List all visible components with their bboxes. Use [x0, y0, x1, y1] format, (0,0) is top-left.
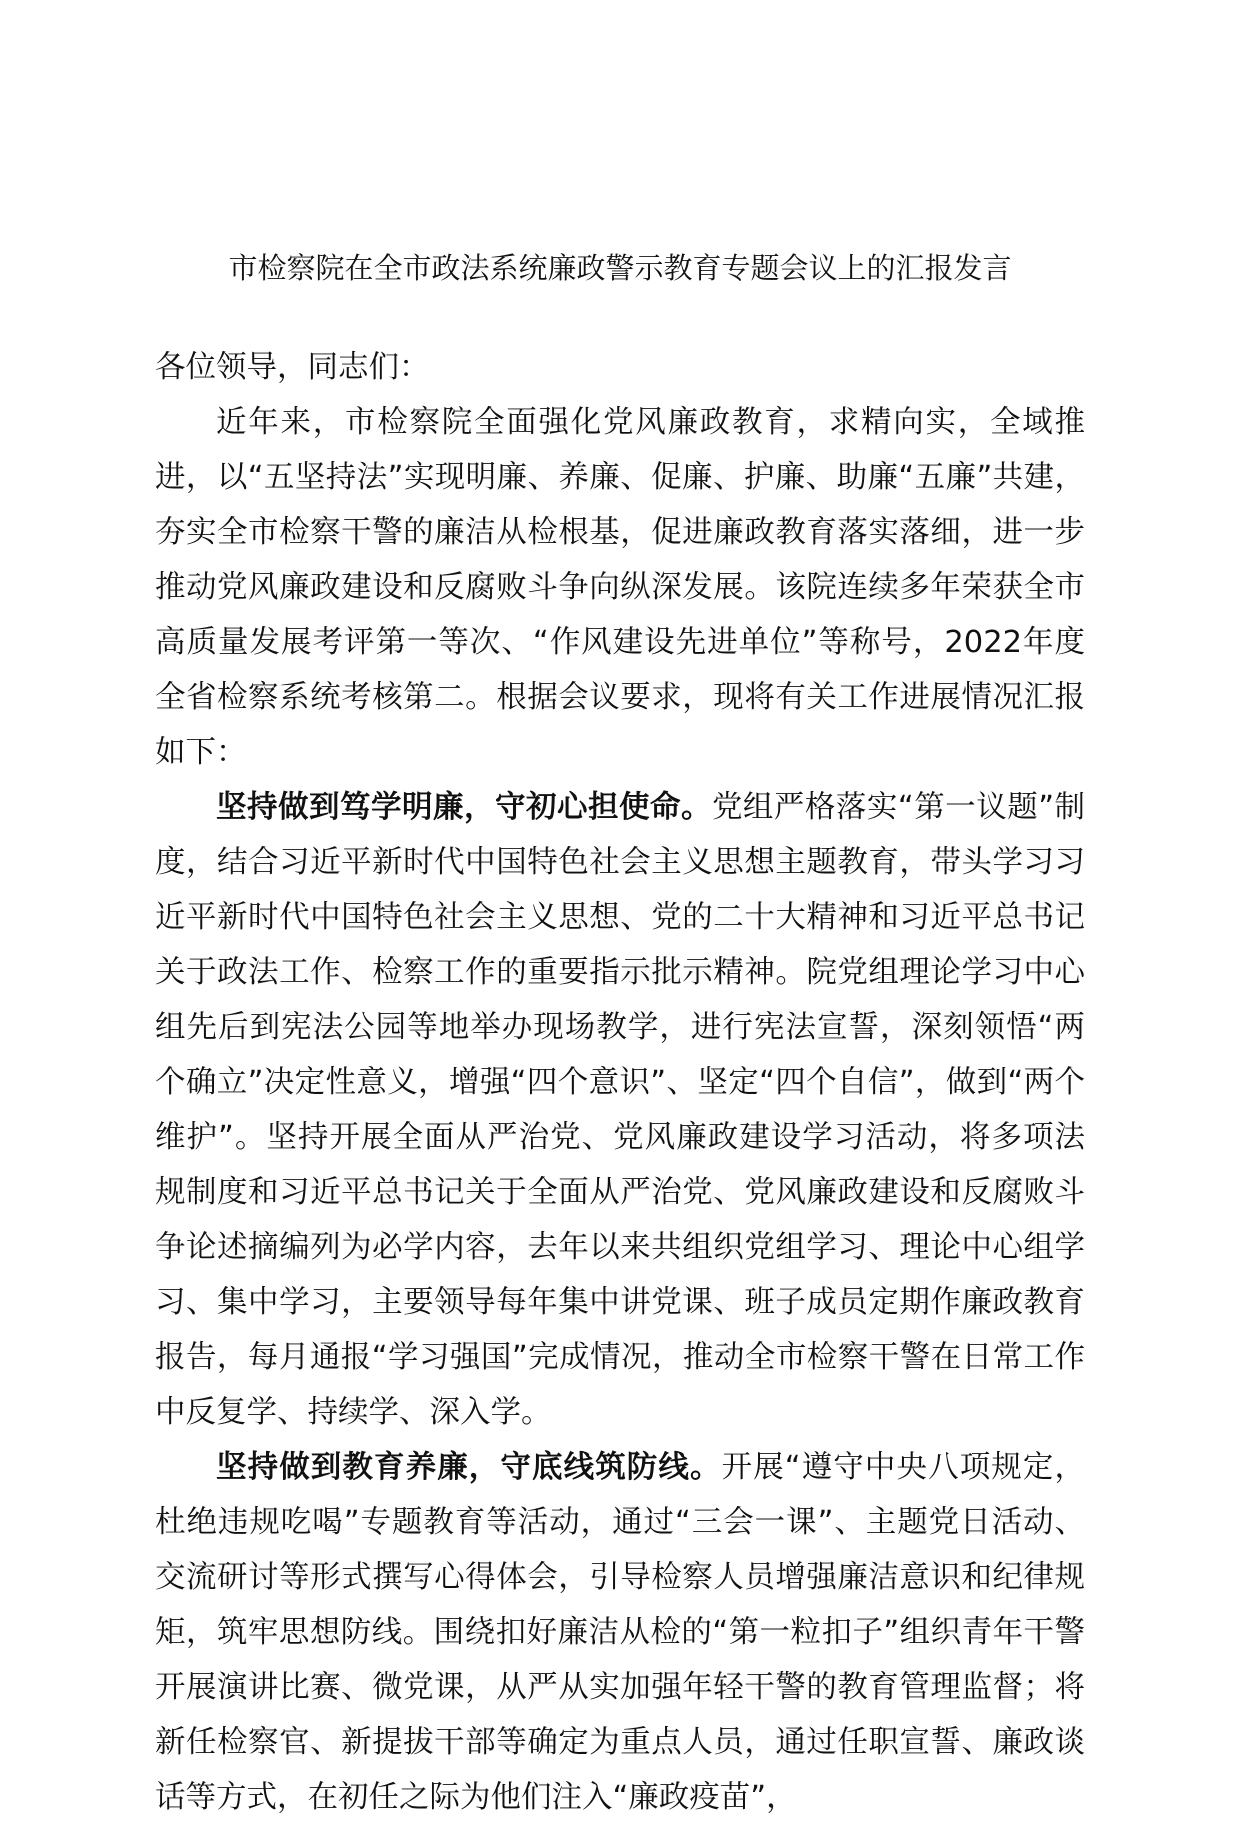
- paragraph-intro: [155, 395, 1085, 780]
- paragraph-text: 党组严格落实“第一议题”制度，结合习近平新时代中国特色社会主义思想主题教育，带头学习习近平新时代中国特色社会主义思想、党的二十大精神和习近平总书记关于政法工作、检察工作的重要指示批示精神。院党组理论学习中心组先后到宪法公园等地举办现场教学，进行宪法宣誓，深刻领悟“两个确立”决定性意义，增强“四个意识”、坚定“四个自信”，做到“两个维护”。坚持开展全面从严治党、党风廉政建设学习活动，将多项法规制度和习近平总书记关于全面从严治党、党风廉政建设和反腐败斗争论述摘编列为必学内容，去年以来共组织党组学习、理论中心组学习、集中学习，主要领导每年集中讲党课、班子成员定期作廉政教育报告，每月通报“学习强国”完成情况，推动全市检察干警在日常工作中反复学、持续学、深入学。: [155, 790, 1085, 1430]
- document-body: [155, 340, 1085, 1825]
- salutation: 各位领导，同志们：: [155, 350, 430, 385]
- paragraph-study: [155, 780, 1085, 1440]
- paragraph-text: 开展“遵守中央八项规定，杜绝违规吃喝”专题教育等活动，通过“三会一课”、主题党日活动、交流研讨等形式撰写心得体会，引导检察人员增强廉洁意识和纪律规矩，筑牢思想防线。围绕扣好廉洁从检的“第一粒扣子”组织青年干警开展演讲比赛、微党课，从严从实加强年轻干警的教育管理监督；将新任检察官、新提拔干部等确定为重点人员，通过任职宣誓、廉政谈话等方式，在初任之际为他们注入“廉政疫苗”，: [155, 1450, 1085, 1815]
- paragraph-heading: 坚持做到教育养廉，守底线筑防线。: [216, 1450, 722, 1485]
- document-title: 市检察院在全市政法系统廉政警示教育专题会议上的汇报发言: [228, 251, 1012, 285]
- paragraph-text: 近年来，市检察院全面强化党风廉政教育，求精向实，全域推进，以“五坚持法”实现明廉、养廉、促廉、护廉、助廉“五廉”共建，夯实全市检察干警的廉洁从检根基，促进廉政教育落实落细，进一步推动党风廉政建设和反腐败斗争向纵深发展。该院连续多年荣获全市高质量发展考评第一等次、“作风建设先进单位”等称号，2022年度全省检察系统考核第二。根据会议要求，现将有关工作进展情况汇报如下：: [155, 405, 1085, 770]
- paragraph-heading: 坚持做到笃学明廉，守初心担使命。: [216, 790, 712, 825]
- paragraph-education: [155, 1440, 1085, 1825]
